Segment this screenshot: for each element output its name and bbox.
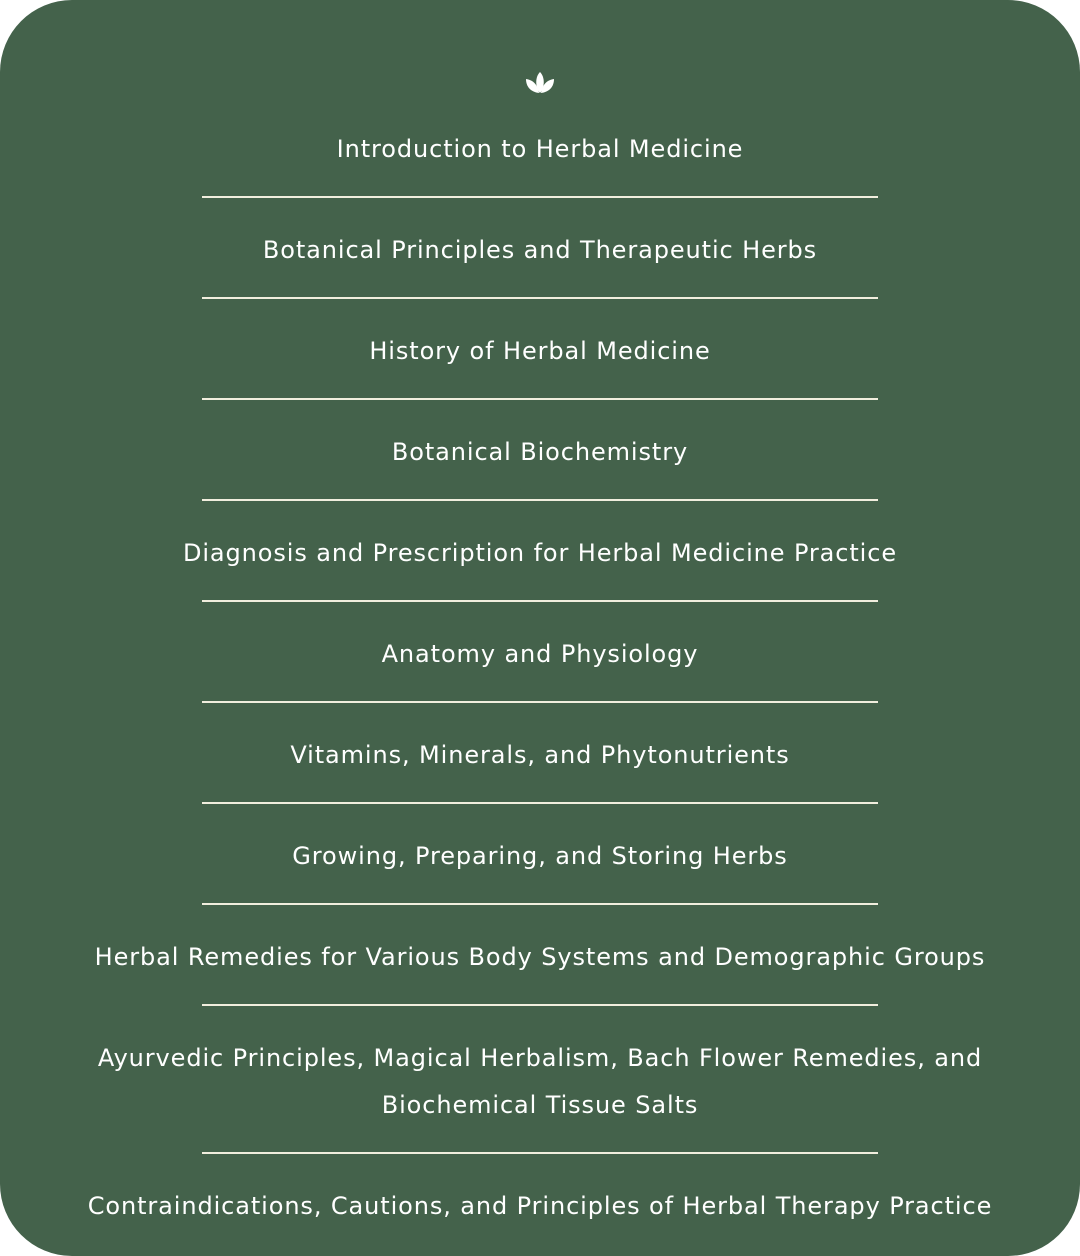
divider <box>202 398 878 400</box>
divider <box>202 701 878 703</box>
module-item: Ayurvedic Principles, Magical Herbalism, Bach Flower Remedies, and Biochemical Tissue Salts <box>97 1044 983 1119</box>
module-item: Growing, Preparing, and Storing Herbs <box>292 842 788 870</box>
module-item: Herbal Remedies for Various Body Systems and Demographic Groups <box>94 943 986 971</box>
module-item: History of Herbal Medicine <box>369 337 711 365</box>
module-list <box>0 96 1080 1230</box>
divider <box>202 196 878 198</box>
divider <box>202 297 878 299</box>
divider <box>202 903 878 905</box>
module-item: Vitamins, Minerals, and Phytonutrients <box>290 741 790 769</box>
divider <box>202 1004 878 1006</box>
module-item: Anatomy and Physiology <box>381 640 699 668</box>
module-item: Botanical Biochemistry <box>391 438 689 466</box>
divider <box>202 499 878 501</box>
module-item: Introduction to Herbal Medicine <box>336 135 744 163</box>
divider <box>202 802 878 804</box>
lotus-icon <box>523 70 557 96</box>
module-item: Contraindications, Cautions, and Principles of Herbal Therapy Practice <box>87 1192 993 1220</box>
divider <box>202 600 878 602</box>
divider <box>202 1152 878 1154</box>
module-item: Botanical Principles and Therapeutic Herbs <box>262 236 818 264</box>
module-item: Diagnosis and Prescription for Herbal Medicine Practice <box>182 539 898 567</box>
